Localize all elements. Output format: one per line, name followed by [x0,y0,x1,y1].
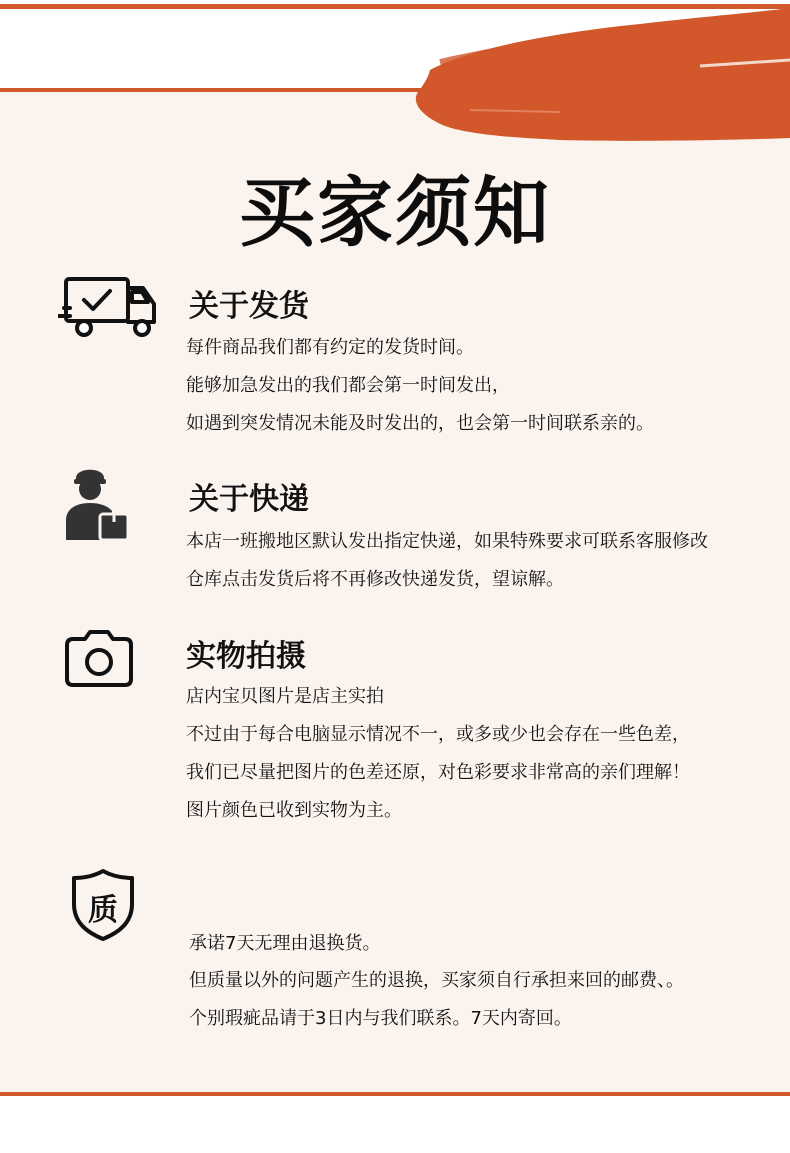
section-line: 承诺7天无理由退换货。 [189,933,381,954]
section-line: 每件商品我们都有约定的发货时间。 [186,337,474,358]
courier-person-icon [64,464,130,542]
section-line: 不过由于每合电脑显示情况不一，或多或少也会存在一些色差， [186,724,690,745]
section-heading-shipping: 关于发货 [189,289,309,324]
section-line: 图片颜色已收到实物为主。 [186,800,402,821]
section-line: 但质量以外的问题产生的退换，买家须自行承担来回的邮费、。 [189,970,684,991]
section-line: 个别瑕疵品请于3日内与我们联系。7天内寄回。 [189,1008,572,1029]
section-line: 如遇到突发情况未能及时发出的，也会第一时间联系亲的。 [186,413,654,434]
delivery-truck-icon [58,276,158,340]
section-heading-courier: 关于快递 [189,482,309,517]
section-line: 我们已尽量把图片的色差还原，对色彩要求非常高的亲们理解！ [186,762,690,783]
section-line: 仓库点击发货后将不再修改快递发货，望谅解。 [186,569,564,590]
camera-icon [63,629,135,689]
quality-shield-icon [70,868,136,942]
section-heading-photography: 实物拍摄 [186,639,306,674]
section-line: 本店一班搬地区默认发出指定快递，如果特殊要求可联系客服修改 [186,531,708,552]
brush-stroke-decoration [0,0,790,150]
section-line: 店内宝贝图片是店主实拍 [186,686,384,707]
quality-label: 质 [88,893,118,928]
section-line: 能够加急发出的我们都会第一时间发出， [186,375,510,396]
page-title: 买家须知 [239,168,551,257]
